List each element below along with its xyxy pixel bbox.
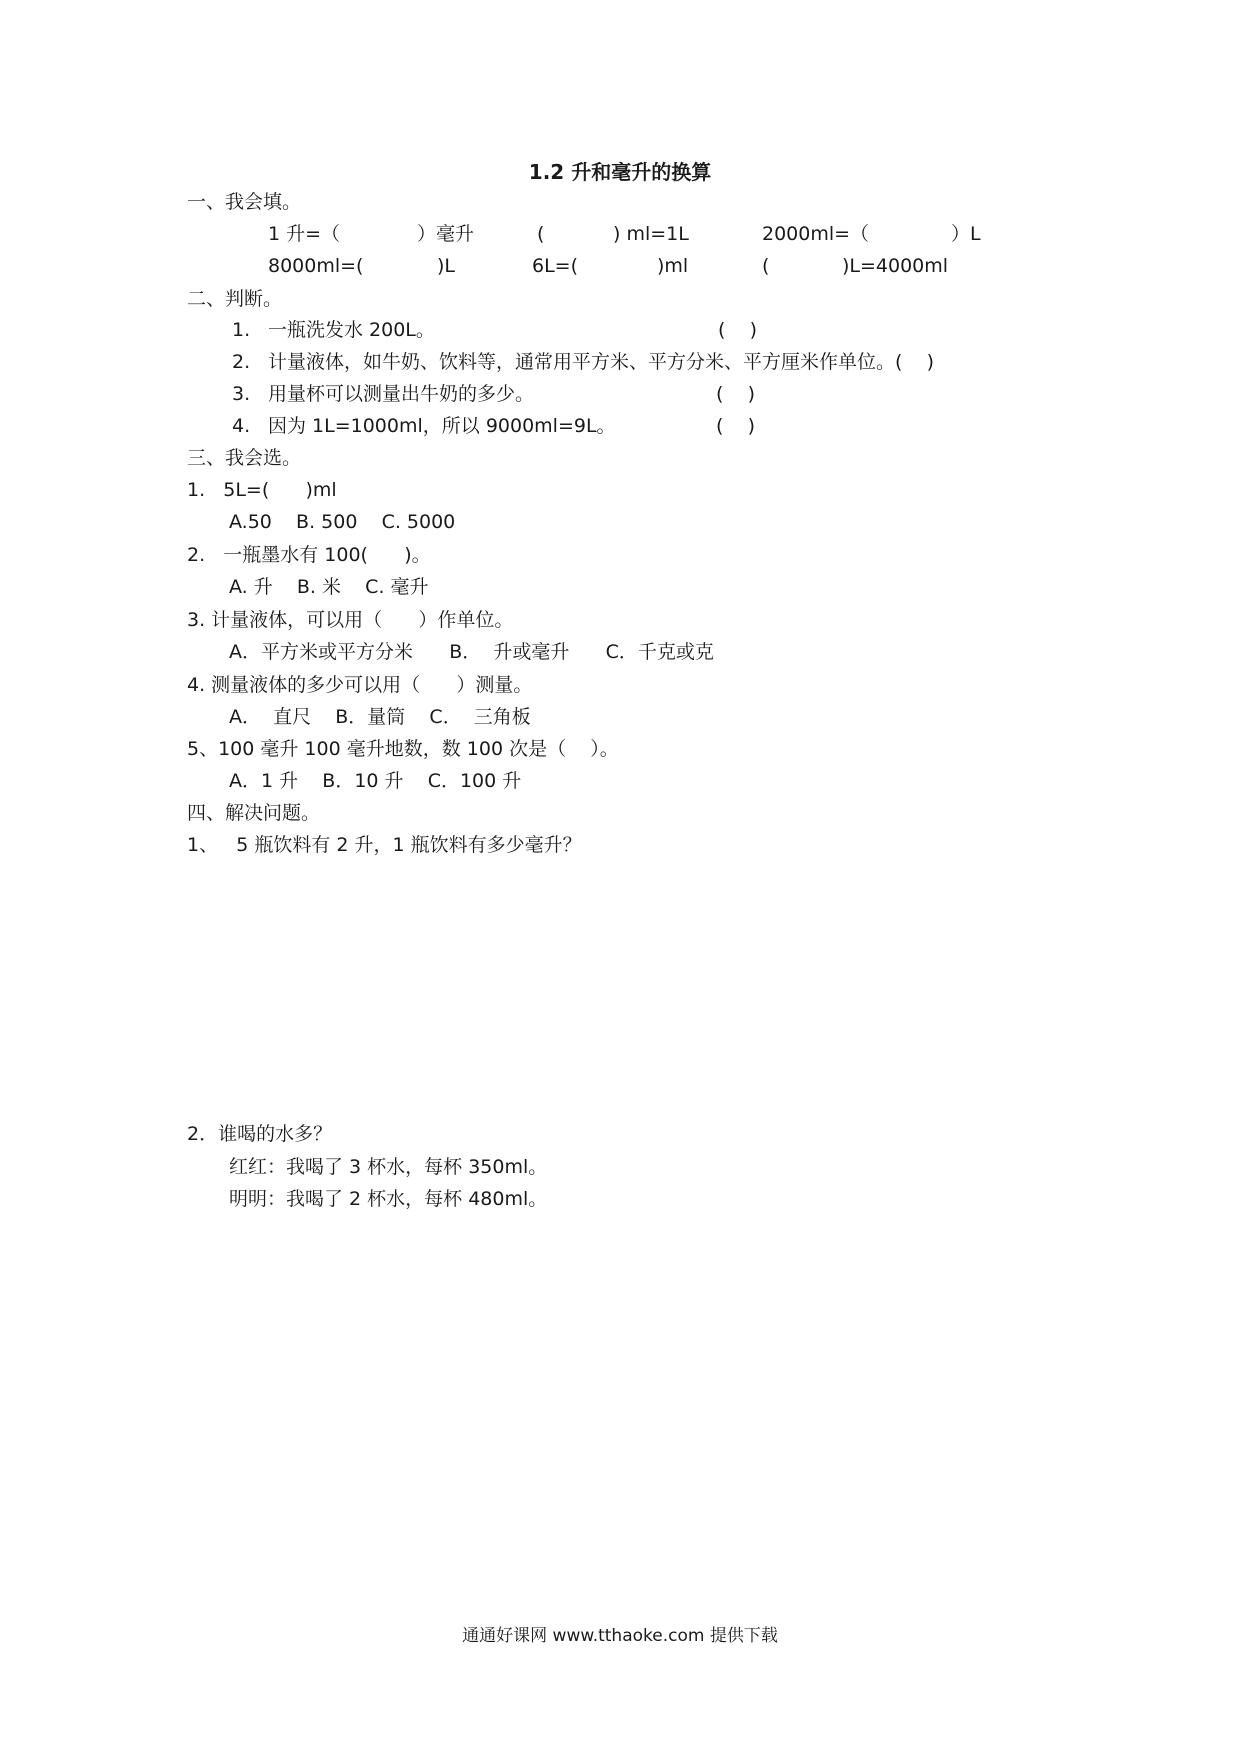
fill-2a: ( <box>537 223 545 245</box>
judge-1-text: 一瓶洗发水 200L。 <box>268 319 435 341</box>
fill-4b: )L <box>437 255 455 277</box>
problem-2-line-b: 明明：我喝了 2 杯水，每杯 480ml。 <box>229 1188 548 1210</box>
fill-1a: 1 升=（ <box>268 223 341 245</box>
choice-4-options: A． 直尺 B．量筒 C． 三角板 <box>229 706 531 728</box>
choice-4-question: 4. 测量液体的多少可以用（ ）测量。 <box>187 674 533 696</box>
choice-5-options: A．1 升 B．10 升 C．100 升 <box>229 770 522 792</box>
fill-3b: ）L <box>951 223 981 245</box>
fill-6b: )L=4000ml <box>842 255 949 277</box>
choice-5-question: 5、100 毫升 100 毫升地数，数 100 次是（ ）。 <box>187 738 619 760</box>
fill-5a: 6L=( <box>532 255 579 277</box>
fill-6a: ( <box>762 255 770 277</box>
problem-2: 2．谁喝的水多？ <box>187 1123 333 1145</box>
choice-1-question: 1. 5L=( )ml <box>187 479 337 501</box>
section-4-heading: 四、解决问题。 <box>187 802 321 824</box>
choice-3-question: 3. 计量液体，可以用（ ）作单位。 <box>187 609 514 631</box>
choice-2-options: A. 升 B. 米 C. 毫升 <box>229 576 429 598</box>
page-title: 1.2 升和毫升的换算 <box>528 160 712 184</box>
judge-1-paren: ( ) <box>718 319 757 341</box>
judge-2-num: 2. <box>232 351 251 373</box>
choice-1-options: A.50 B. 500 C. 5000 <box>229 511 456 533</box>
section-1-heading: 一、我会填。 <box>187 191 302 213</box>
fill-4a: 8000ml=( <box>268 255 364 277</box>
judge-3-num: 3. <box>232 383 251 405</box>
section-3-heading: 三、我会选。 <box>187 447 302 469</box>
fill-5b: )ml <box>657 255 689 277</box>
problem-2-line-a: 红红：我喝了 3 杯水，每杯 350ml。 <box>229 1156 548 1178</box>
judge-4-num: 4. <box>232 415 251 437</box>
judge-1-num: 1. <box>232 319 251 341</box>
judge-4-text: 因为 1L=1000ml，所以 9000ml=9L。 <box>268 415 616 437</box>
fill-2b: ) ml=1L <box>613 223 689 245</box>
choice-3-options: A．平方米或平方分米 B． 升或毫升 C．千克或克 <box>229 641 714 663</box>
choice-2-question: 2. 一瓶墨水有 100( )。 <box>187 544 431 566</box>
section-2-heading: 二、判断。 <box>187 288 283 310</box>
judge-3-paren: ( ) <box>716 383 755 405</box>
fill-1b: ）毫升 <box>417 223 475 245</box>
problem-1: 1、 5 瓶饮料有 2 升，1 瓶饮料有多少毫升？ <box>187 834 582 856</box>
judge-3-text: 用量杯可以测量出牛奶的多少。 <box>268 383 535 405</box>
judge-4-paren: ( ) <box>716 415 755 437</box>
judge-2-text: 计量液体，如牛奶、饮料等，通常用平方米、平方分米、平方厘米作单位。( ) <box>268 351 934 373</box>
footer-credit: 通通好课网 www.tthaoke.com 提供下载 <box>462 1626 778 1646</box>
fill-3a: 2000ml=（ <box>762 223 870 245</box>
